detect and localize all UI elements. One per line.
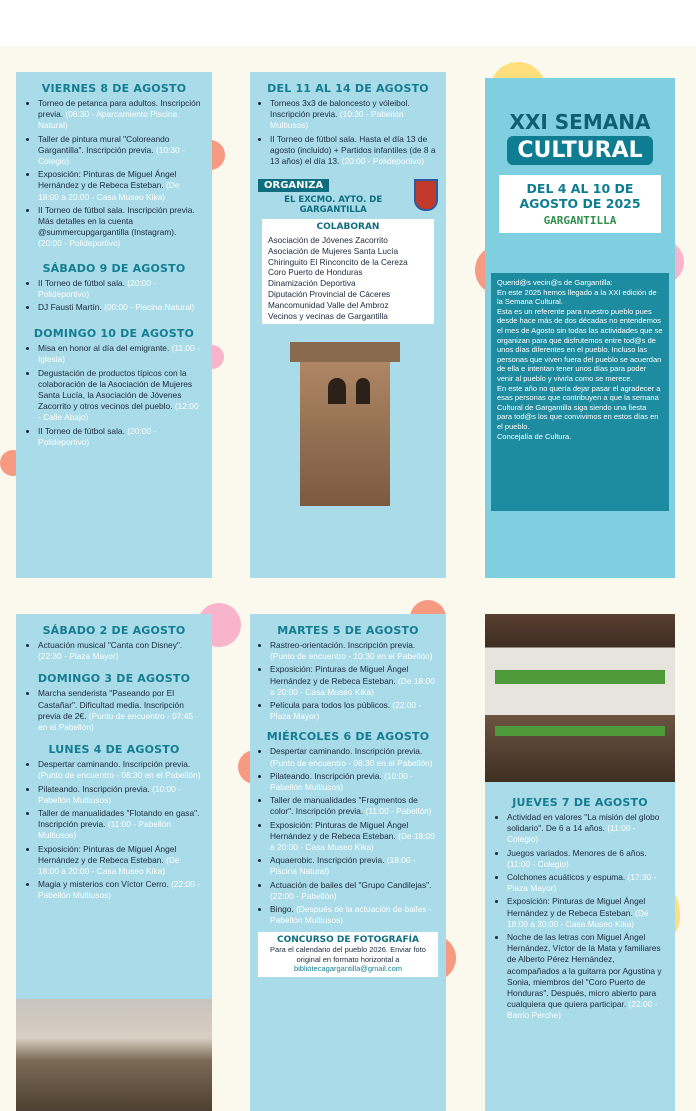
activity-text: Exposición: Pinturas de Miguel Ángel Hernández y de Rebeca Esteban. [507, 896, 646, 918]
sabado2-list [26, 640, 202, 662]
activity-text: II Torneo de fútbol sala. [38, 277, 128, 288]
letter-box [491, 273, 669, 511]
top-margin [0, 0, 696, 46]
activity-item [38, 844, 202, 878]
activity-text: II Torneo de fútbol sala. Hasta el día 13 de agosto (incluido) + Partidos infantiles (de 8 a 13 años) el día 13. [270, 133, 436, 167]
panel-right-top [485, 78, 675, 578]
activity-text: Juegos variados. Menores de 6 años. [507, 847, 647, 858]
activity-time-place: (00:00 - Piscina Natural) [104, 302, 195, 313]
activity-text: Colchones acuáticos y espuma. [507, 872, 628, 883]
activity-text: II Torneo de fútbol sala. Inscripción previa. Más detalles en la cuenta @summercupgargantilla (Instagram). [38, 204, 195, 238]
activity-text: Actividad en valores "La misión del globo solidario". De 6 a 14 años. [507, 812, 660, 834]
activity-item [38, 98, 202, 132]
activity-time-place: (22:00 - Barrio Perche) [507, 999, 658, 1021]
concurso-email[interactable]: bibliotecagargantilla@gmail.com [293, 964, 403, 974]
activity-item [38, 759, 202, 781]
activity-text: Bingo. [270, 904, 297, 915]
town-shield-icon [414, 179, 438, 211]
organiza-label: ORGANIZA [258, 179, 329, 192]
activity-text: Exposición: Pinturas de Miguel Ángel Hernández y de Rebeca Esteban. [270, 664, 409, 686]
activity-text: II Torneo de fútbol sala. [38, 425, 128, 436]
martes5-heading: MARTES 5 DE AGOSTO [277, 624, 419, 637]
activity-text: Taller de manualidades "Fragmentos de color". Inscripción previa. [270, 795, 418, 817]
activity-text: Aquaerobic. Inscripción previa. [270, 855, 387, 866]
activity-time-place: (18:00 - Piscina Natural) [270, 855, 416, 877]
activity-time-place: (Punto de encuentro - 08:30 en el Pabellón) [38, 770, 201, 781]
activity-item [270, 771, 438, 793]
activity-text: Torneos 3x3 de baloncesto y vóleibol. Inscripción previa. [270, 98, 410, 120]
activity-item [38, 426, 202, 448]
activity-text: Actuación musical "Canta con Disney". [38, 640, 183, 650]
domingo10-list [26, 343, 202, 448]
balcony-photo [485, 614, 675, 782]
concurso-text: Para el calendario del pueblo 2026. Enviar foto original en formato horizontal a [270, 945, 426, 964]
activity-time-place: (11:00 - Pabellón) [365, 806, 432, 817]
sabado9-heading: SÁBADO 9 DE AGOSTO [42, 261, 186, 275]
activity-time-place: (11:00 - Pabellón Multiusos) [38, 819, 171, 841]
sabado9-list [26, 278, 202, 314]
activity-item [38, 808, 202, 842]
activity-time-place: (De 18:00 a 20:00 - Casa Museo Kika) [507, 907, 649, 929]
collaborator-item: Vecinos y vecinas de Gargantilla [268, 310, 388, 321]
activity-item [38, 688, 202, 733]
activity-text: Pilateando. Inscripción previa. [38, 783, 153, 794]
activity-item [507, 872, 665, 894]
activity-text: Misa en honor al día del emigrante. [38, 343, 172, 354]
activity-time-place: (22:00 - Plaza Mayor) [270, 700, 422, 722]
concurso-box [258, 932, 438, 977]
event-dates-box [499, 175, 661, 233]
domingo3-heading: DOMINGO 3 DE AGOSTO [37, 672, 191, 686]
event-title-line1: XXI SEMANA [509, 110, 651, 134]
activity-item [507, 932, 665, 1022]
activity-item [270, 98, 438, 132]
letter-paragraph: En este año no quería dejar pasar el agradecer a esas personas que contribuyen a que la semana Cultural de Gargantilla siga siendo una fiesta para tod@s los que convivimos en estos días en el pueblo. [497, 383, 661, 431]
martes5-list [258, 640, 438, 722]
activity-item [270, 640, 438, 662]
concurso-heading: CONCURSO DE FOTOGRAFÍA [277, 935, 419, 946]
viernes-list [26, 98, 202, 250]
activity-time-place: (11:00 - Colegio) [507, 858, 569, 869]
activity-time-place: (11:00 - Iglesia) [38, 343, 200, 365]
lunes4-heading: LUNES 4 DE AGOSTO [48, 743, 180, 757]
letter-greeting: Querid@s vecin@s de Gargantilla: [497, 278, 613, 287]
activity-item [38, 169, 202, 203]
panel-left-top [16, 72, 212, 578]
activity-item [38, 368, 202, 424]
event-dates: DEL 4 AL 10 DE AGOSTO DE 2025 [519, 181, 641, 211]
activity-item [38, 343, 202, 365]
activity-text: Exposición: Pinturas de Miguel Ángel Hernández y de Rebeca Esteban. [38, 169, 177, 191]
activity-text: Degustación de productos típicos con la colaboración de la Asociación de Mujeres Santa Lucía, la Asociación de Jóvenes Zacorrito y otros vecinos del pueblo. [38, 367, 193, 412]
activity-item [270, 855, 438, 877]
activity-text: Magia y misterios con Víctor Cerro. [38, 879, 172, 890]
activity-item [38, 640, 202, 662]
sabado2-heading: SÁBADO 2 DE AGOSTO [42, 624, 186, 637]
letter-paragraph: En este 2025 hemos llegado a la XXI edición de la Semana Cultural. [497, 287, 657, 307]
colaboran-heading: COLABORAN [316, 222, 380, 233]
activity-item [270, 820, 438, 854]
activity-time-place: (10:00 - Pabellón Multiusos) [38, 783, 181, 805]
activity-time-place: (10:00 - Pabellón Multiusos) [270, 770, 413, 793]
activity-time-place: (17:30 - Plaza Mayor) [507, 872, 657, 894]
activity-time-place: (22:00 - Pabellón) [270, 890, 337, 901]
bell-tower-photo [278, 338, 418, 508]
activity-time-place: (10:30 - Pabellón Multiusos) [270, 109, 404, 131]
activity-item [270, 134, 438, 168]
activity-text: Actuación de bailes del "Grupo Candilejas". [270, 879, 432, 890]
activity-text: Taller de pintura mural "Coloreando Gargantilla". Inscripción previa. [38, 133, 170, 155]
activity-time-place: (Punto de encuentro - 07:45 en el Pabellón) [38, 710, 194, 733]
jueves7-heading: JUEVES 7 DE AGOSTO [512, 796, 648, 809]
panel-center-top [250, 72, 446, 578]
activity-text: Taller de manualidades "Flotando en gasa". Inscripción previa. [38, 808, 200, 830]
activity-item [270, 746, 438, 768]
activity-text: Marcha senderista "Paseando por El Castañar". Dificultad media. Inscripción previa de 2€. [38, 688, 184, 721]
activity-time-place: (De 18:00 a 20:00 - Casa Museo Kika) [270, 830, 435, 853]
miercoles6-heading: MIÉRCOLES 6 DE AGOSTO [266, 730, 430, 744]
activity-item [507, 896, 665, 930]
activity-time-place: (12:00 - Calle Abajo) [38, 401, 199, 423]
collaborator-item: Coro Puerto de Honduras [268, 267, 363, 278]
activity-item [507, 848, 665, 870]
activity-time-place: (10:30 - Colegio) [38, 144, 185, 167]
collaborator-item: Dinamización Deportiva [268, 278, 356, 289]
letter-signature: Concejalía de Cultura. [497, 431, 572, 441]
activity-time-place: (22:00 - Pabellón Multiusos) [38, 879, 200, 901]
activity-text: Exposición: Pinturas de Miguel Ángel Hernández y de Rebeca Esteban. [38, 843, 177, 865]
activity-time-place: (De 18:00 a 20:00 - Casa Museo Kika) [38, 180, 180, 202]
activity-text: Rastreo-orientación. Inscripción previa. [270, 640, 416, 650]
activity-text: Despertar caminando. Inscripción previa. [38, 759, 191, 770]
activity-time-place: (20:00 - Polideportivo) [38, 425, 157, 447]
event-title-line2: CULTURAL [507, 136, 652, 165]
activity-item [38, 784, 202, 806]
activity-time-place: (Punto de encuentro - 10:30 en el Pabellón) [270, 651, 433, 662]
miercoles6-list [258, 746, 438, 926]
collaborator-item: Mancomunidad Valle del Ambroz [268, 299, 389, 310]
activity-time-place: (Después de la actuación de bailes - Pabellón Multiusos) [270, 904, 432, 926]
del11-heading: DEL 11 AL 14 DE AGOSTO [267, 82, 429, 95]
panel-left-bottom [16, 614, 212, 1111]
activity-time-place: (20:00 - Polideportivo) [38, 277, 157, 299]
activity-text: Noche de las letras con Miguel Ángel Hernández, Víctor de la Mata y familiares de Alberto Pérez Hernández, acompañados a la guitarra por Agustina y Sonia, miembros del "Coro Puerto de Honduras". Después, micro abierto para cualquiera que quiera participar. [507, 932, 662, 1010]
activity-item [270, 664, 438, 698]
activity-time-place: (De 18:00 a 20:00 - Casa Museo Kika) [270, 675, 435, 697]
activity-item [38, 302, 202, 313]
panel-center-bottom [250, 614, 446, 1111]
activity-item [507, 812, 665, 846]
colaboran-list [268, 235, 428, 321]
activity-text: Película para todos los públicos. [270, 700, 393, 711]
colaboran-box [262, 219, 434, 324]
activity-item [38, 278, 202, 300]
event-town: GARGANTILLA [543, 214, 617, 227]
activity-item [270, 880, 438, 902]
jueves7-list [495, 812, 665, 1022]
collaborator-item: Asociación de Mujeres Santa Lucía [268, 245, 399, 256]
activity-item [38, 205, 202, 250]
viernes-heading: VIERNES 8 DE AGOSTO [41, 82, 187, 95]
activity-item [38, 879, 202, 901]
activity-text: DJ Fausti Martín. [38, 302, 105, 313]
activity-time-place: (11:00 - Colegio) [507, 823, 636, 845]
activity-text: Pilateando. Inscripción previa. [270, 770, 385, 781]
activity-time-place: (Punto de encuentro - 08:30 en el Pabellón) [270, 757, 433, 768]
domingo3-list [26, 688, 202, 733]
activity-item [270, 904, 438, 926]
activity-item [270, 795, 438, 817]
activity-text: Exposición: Pinturas de Miguel Ángel Hernández y de Rebeca Esteban. [270, 819, 409, 841]
landscape-photo [16, 999, 212, 1111]
activity-text: Torneo de petanca para adultos. Inscripción previa. [38, 98, 201, 120]
activity-time-place: (De 18:00 a 20:00 - Casa Museo Kika) [38, 854, 180, 877]
activity-time-place: (08:30 - Aparcamiento Piscina Natural) [38, 109, 178, 131]
collaborator-item: Chiringuito El Rinconcito de la Cereza [268, 256, 408, 267]
letter-paragraph: Esta es un referente para nuestro pueblo pues desde hace más de dos décadas no entendemos el mes de Agosto sin todas las actividades que se organizan para que disfrutemos entre tod@s de unos días diferentes en el pueblo. Incluso las personas que viven fuera del pueblo se acuerdan de ella e intentan tener unos días para poder venir al pueblo y vivirla como se merece. [497, 306, 663, 383]
activity-time-place: (22:30 - Plaza Mayor) [38, 651, 119, 662]
del11-list [258, 98, 438, 167]
activity-item [38, 134, 202, 168]
activity-time-place: (20:00 - Polideportivo) [38, 238, 121, 249]
activity-item [270, 700, 438, 722]
lunes4-list [26, 759, 202, 901]
panel-right-bottom [485, 614, 675, 1111]
activity-time-place: (20:00 - Polideportivo) [341, 156, 425, 167]
collaborator-item: Diputación Provincial de Cáceres [268, 289, 391, 299]
organiza-entity: EL EXCMO. AYTO. DE GARGANTILLA [284, 195, 383, 216]
activity-text: Despertar caminando. Inscripción previa. [270, 746, 423, 757]
domingo10-heading: DOMINGO 10 DE AGOSTO [33, 327, 195, 341]
collaborator-item: Asociación de Jóvenes Zacorrito [268, 235, 388, 246]
